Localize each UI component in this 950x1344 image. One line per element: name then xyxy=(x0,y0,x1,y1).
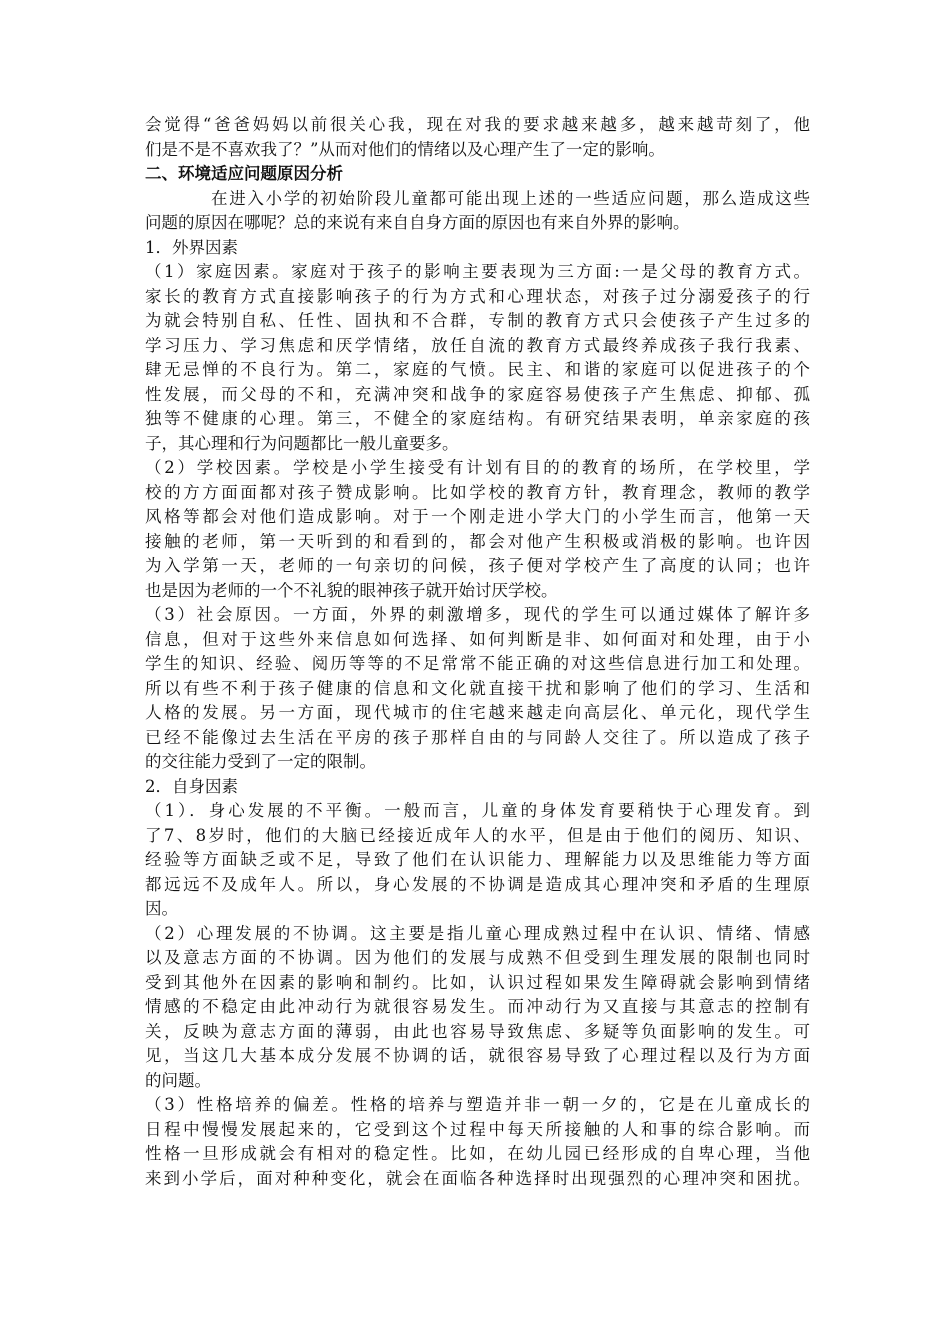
text-line: 为就会特别自私、任性、固执和不合群，专制的教育方式只会使孩子产生过多的 xyxy=(145,311,810,330)
paragraph-last-line: 因。 xyxy=(145,899,178,918)
text-line: （2）心理发展的不协调。这主要是指儿童心理成熟过程中在认识、情绪、情感 xyxy=(145,923,810,943)
text-line: 来到小学后，面对种种变化，就会在面临各种选择时出现强烈的心理冲突和困扰。 xyxy=(145,1168,810,1188)
text-line: 接触的老师，第一天听到的和看到的，都会对他产生积极或消极的影响。也许因 xyxy=(145,531,810,551)
text-line: （2）学校因素。学校是小学生接受有计划有目的的教育的场所，在学校里，学 xyxy=(145,458,810,477)
paragraph-last-line: 子，其心理和行为问题都比一般儿童要多。 xyxy=(145,433,459,453)
subsection-heading: 2．自身因素 xyxy=(145,776,238,796)
text-line: 受到其他外在因素的影响和制约。比如，认识过程如果发生障碍就会影响到情绪 xyxy=(145,972,810,992)
text-line: 见，当这几大基本成分发展不协调的话，就很容易导致了心理过程以及行为方面 xyxy=(145,1046,810,1065)
text-line: 肆无忌惮的不良行为。第二，家庭的气愤。民主、和谐的家庭可以促进孩子的个 xyxy=(145,360,810,379)
text-line: 独等不健康的心理。第三，不健全的家庭结构。有研究结果表明，单亲家庭的孩 xyxy=(145,409,810,428)
text-line: 性发展，而父母的不和，充满冲突和战争的家庭容易使孩子产生焦虑、抑郁、孤 xyxy=(145,384,810,404)
text-line: 关，反映为意志方面的薄弱，由此也容易导致焦虑、多疑等负面影响的发生。可 xyxy=(145,1021,810,1041)
text-line: 日程中慢慢发展起来的，它受到这个过程中每天所接触的人和事的综合影响。而 xyxy=(145,1119,810,1139)
text-line: 都远远不及成年人。所以，身心发展的不协调是造成其心理冲突和矛盾的生理原 xyxy=(145,874,810,894)
paragraph-first-line: 在进入小学的初始阶段儿童都可能出现上述的一些适应问题，那么造成这些 xyxy=(211,188,810,208)
text-line: 所以有些不利于孩子健康的信息和文化就直接干扰和影响了他们的学习、生活和 xyxy=(145,678,810,698)
section-heading: 二、环境适应问题原因分析 xyxy=(145,164,343,183)
paragraph-last-line: 也是因为老师的一个不礼貌的眼神孩子就开始讨厌学校。 xyxy=(145,580,558,600)
text-line: 学习压力、学习焦虑和厌学情绪，放任自流的教育方式最终养成孩子我行我素、 xyxy=(145,335,810,355)
text-line: 为入学第一天，老师的一句亲切的问候，孩子便对学校产生了高度的认同；也许 xyxy=(145,556,810,575)
text-line: 经验等方面缺乏或不足，导致了他们在认识能力、理解能力以及思维能力等方面 xyxy=(145,850,810,869)
text-line: （1）家庭因素。家庭对于孩子的影响主要表现为三方面:一是父母的教育方式。 xyxy=(145,262,810,281)
text-line: 信息，但对于这些外来信息如何选择、如何判断是非、如何面对和处理，由于小 xyxy=(145,629,810,649)
text-line: 性格一旦形成就会有相对的稳定性。比如，在幼儿园已经形成的自卑心理，当他 xyxy=(145,1144,810,1163)
text-line: （3）社会原因。一方面，外界的刺激增多，现代的学生可以通过媒体了解许多 xyxy=(145,605,810,624)
paragraph-last-line: 的问题。 xyxy=(145,1070,211,1090)
subsection-heading: 1．外界因素 xyxy=(145,237,238,257)
document-body xyxy=(145,113,810,1191)
text-line: 会觉得“爸爸妈妈以前很关心我，现在对我的要求越来越多，越来越苛刻了，他 xyxy=(145,115,810,134)
text-line: 情感的不稳定由此冲动行为就很容易发生。而冲动行为又直接与其意志的控制有 xyxy=(145,997,810,1016)
text-line: （1）．身心发展的不平衡。一般而言，儿童的身体发育要稍快于心理发育。到 xyxy=(145,801,810,820)
text-line: 了7、8岁时，他们的大脑已经接近成年人的水平，但是由于他们的阅历、知识、 xyxy=(145,825,810,845)
paragraph-last-line: 的交往能力受到了一定的限制。 xyxy=(145,752,376,771)
text-line: 以及意志方面的不协调。因为他们的发展与成熟不但受到生理发展的限制也同时 xyxy=(145,948,810,967)
text-line: 人格的发展。另一方面，现代城市的住宅越来越走向高层化、单元化，现代学生 xyxy=(145,703,810,722)
paragraph-last-line: 问题的原因在哪呢？总的来说有来自自身方面的原因也有来自外界的影响。 xyxy=(145,213,690,232)
text-line: 已经不能像过去生活在平房的孩子那样自由的与同龄人交往了。所以造成了孩子 xyxy=(145,727,810,747)
paragraph-last-line: 们是不是不喜欢我了？”从而对他们的情绪以及心理产生了一定的影响。 xyxy=(145,139,665,159)
text-line: 校的方方面面都对孩子赞成影响。比如学校的教育方针，教育理念，教师的教学 xyxy=(145,482,810,502)
text-line: 学生的知识、经验、阅历等等的不足常常不能正确的对这些信息进行加工和处理。 xyxy=(145,654,810,673)
text-line: 风格等都会对他们造成影响。对于一个刚走进小学大门的小学生而言，他第一天 xyxy=(145,507,810,526)
text-line: 家长的教育方式直接影响孩子的行为方式和心理状态，对孩子过分溺爱孩子的行 xyxy=(145,286,810,306)
text-line: （3）性格培养的偏差。性格的培养与塑造并非一朝一夕的，它是在儿童成长的 xyxy=(145,1095,810,1114)
